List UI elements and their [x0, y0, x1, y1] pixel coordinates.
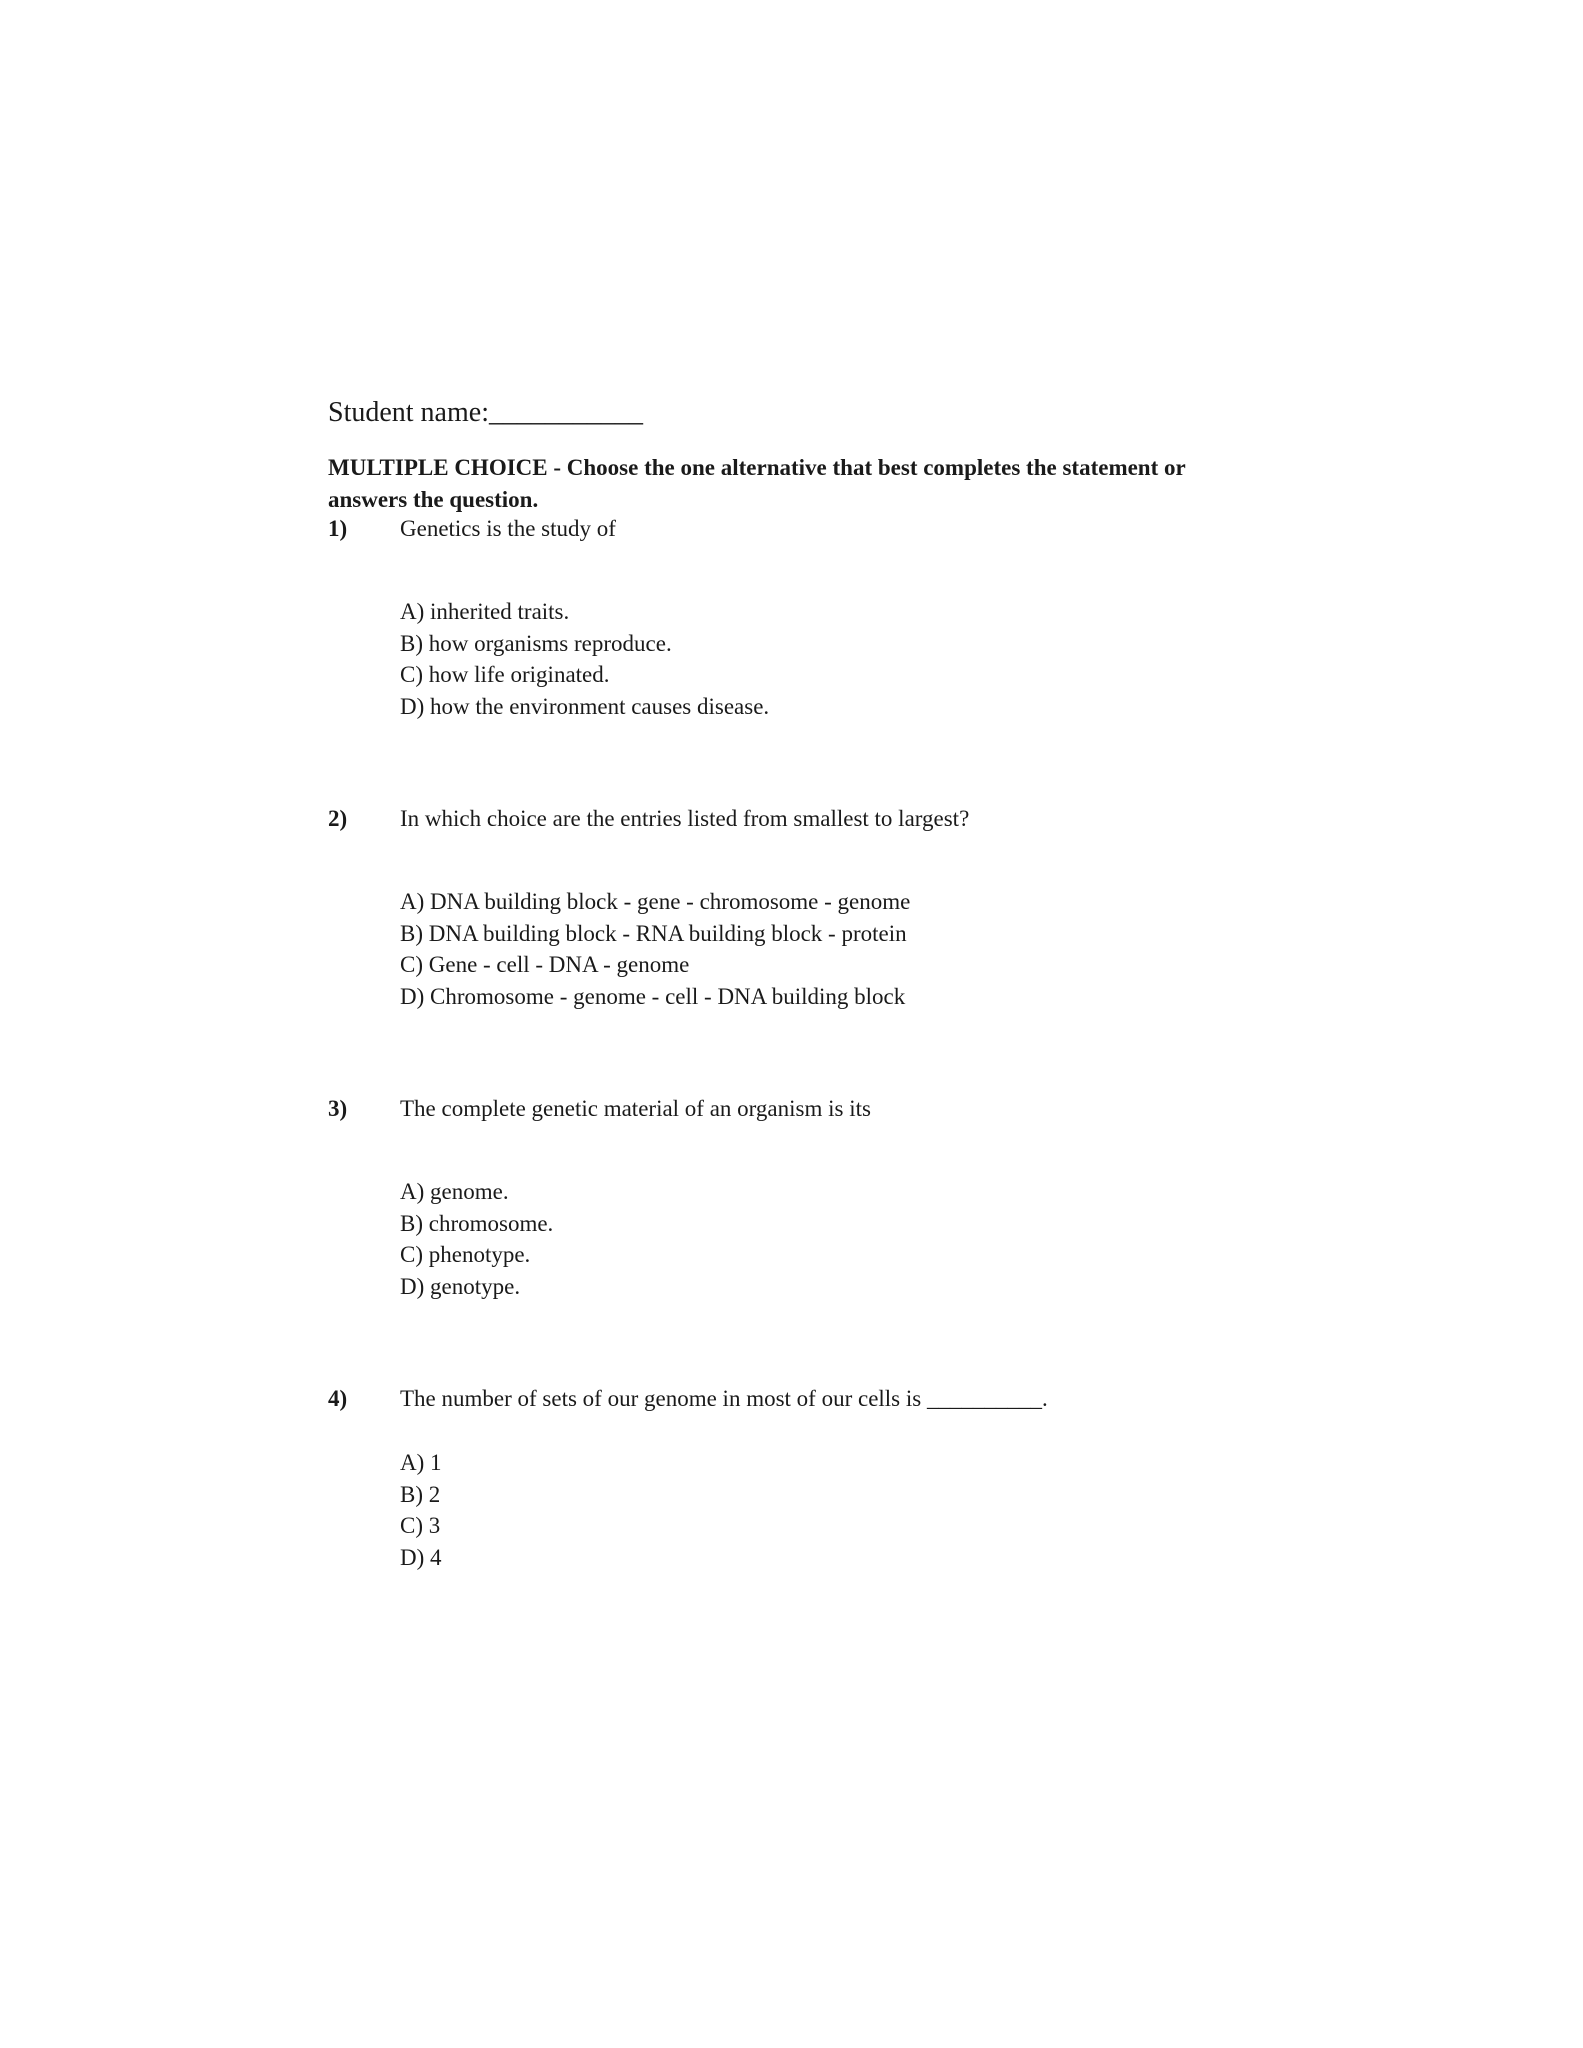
question-text: The number of sets of our genome in most of our cells is __________.: [400, 1386, 1048, 1411]
answer-options: [400, 596, 769, 722]
question-text: The complete genetic material of an organism is its: [400, 1096, 871, 1121]
option-b: B) how organisms reproduce.: [400, 630, 672, 656]
option-b: B) DNA building block - RNA building block - protein: [400, 920, 907, 946]
instructions-heading: MULTIPLE CHOICE - Choose the one alternative that best completes the statement or answers the question.: [328, 455, 1186, 512]
answer-options: [400, 886, 910, 1012]
option-c: C) how life originated.: [400, 662, 610, 687]
option-d: D) how the environment causes disease.: [400, 693, 770, 719]
option-a: A) 1: [400, 1450, 442, 1475]
option-d: D) genotype.: [400, 1273, 521, 1299]
option-d: D) 4: [400, 1544, 442, 1570]
option-c: C) 3: [400, 1513, 441, 1538]
answer-options: [400, 1176, 553, 1302]
option-c: C) phenotype.: [400, 1242, 531, 1267]
question-text: Genetics is the study of: [400, 516, 616, 541]
question-number: 3): [328, 1096, 348, 1121]
option-a: A) DNA building block - gene - chromosome - genome: [400, 889, 911, 914]
question-number: 2): [328, 806, 348, 831]
option-b: B) 2: [400, 1481, 441, 1507]
option-a: A) inherited traits.: [400, 599, 570, 624]
option-a: A) genome.: [400, 1179, 509, 1204]
answer-options: [400, 1447, 442, 1573]
option-b: B) chromosome.: [400, 1210, 554, 1236]
student-name-field: Student name:___________: [328, 397, 643, 428]
question-text: In which choice are the entries listed from smallest to largest?: [400, 806, 970, 831]
question-number: 1): [328, 516, 348, 541]
question-number: 4): [328, 1386, 348, 1411]
option-d: D) Chromosome - genome - cell - DNA building block: [400, 983, 906, 1009]
option-c: C) Gene - cell - DNA - genome: [400, 952, 690, 977]
